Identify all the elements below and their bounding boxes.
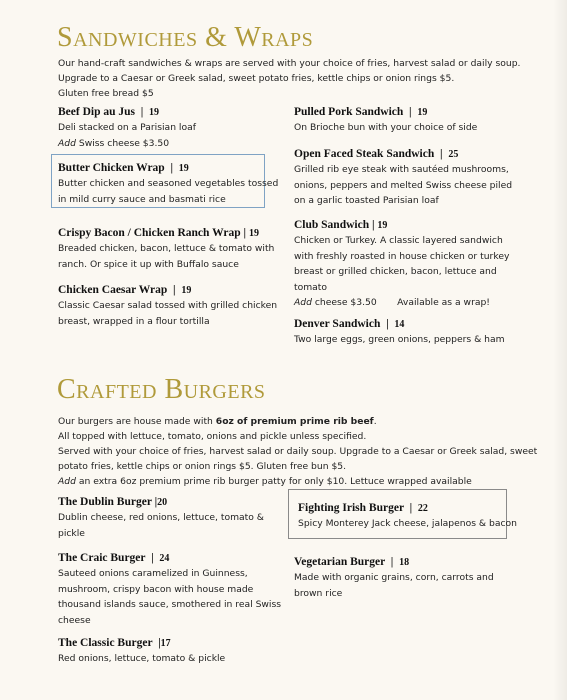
item-price: 19 (149, 107, 160, 118)
item-description: Two large eggs, green onions, peppers & ham (294, 334, 505, 345)
intro-line: Our hand-craft sandwiches & wraps are served with your choice of fries, harvest salad or daily soup. (58, 58, 521, 69)
intro-line: Served with your choice of fries, harvest salad or daily soup. Upgrade to a Caesar or Greek salad, sweet (58, 446, 538, 457)
item-price: 19 (248, 228, 259, 239)
item-name: Pulled Pork Sandwich (294, 106, 404, 118)
item-description: pickle (58, 527, 85, 539)
menu-item-chicken-caesar-wrap: Chicken Caesar Wrap | 19 Classic Caesar salad tossed with grilled chicken breast, wrapped in a flour tortilla (58, 283, 277, 329)
item-description: Sauteed onions caramelized in Guinness, (58, 568, 248, 579)
item-description: Chicken or Turkey. A classic layered sandwich (294, 235, 503, 246)
menu-item-vegetarian-burger: Vegetarian Burger | 18 Made with organic grains, corn, carrots and brown rice (294, 555, 494, 601)
intro-line: Our burgers are house made with 6oz of premium prime rib beef. (58, 416, 377, 427)
item-name: The Craic Burger (58, 552, 146, 564)
sandwiches-intro (58, 56, 521, 101)
item-description: Dublin cheese, red onions, lettuce, tomato & (58, 512, 264, 523)
item-description: brown rice (294, 587, 343, 599)
menu-item-club-sandwich: Club Sandwich | 19 Chicken or Turkey. A classic layered sandwich with freshly roasted in house chicken or turkey breast or grilled chicken, bacon, lettuce and tomato Add cheese $3.50 Available as a wrap! (294, 218, 509, 311)
item-price: 17 (160, 638, 171, 649)
item-description: thousand islands sauce, smothered in real Swiss (58, 599, 282, 610)
intro-line: All topped with lettuce, tomato, onions and pickle unless specified. (58, 431, 367, 442)
item-description: mushroom, crispy bacon with house made (58, 583, 254, 595)
burgers-title: Crafted Burgers (57, 374, 266, 405)
item-price: 24 (159, 553, 170, 564)
item-description: Spicy Monterey Jack cheese, jalapenos & bacon (298, 518, 517, 529)
intro-line: Gluten free bread $5 (58, 88, 154, 99)
burgers-intro (58, 414, 538, 489)
item-price: 22 (417, 503, 428, 514)
item-description: ranch. Or spice it up with Buffalo sauce (58, 258, 239, 270)
item-name: The Classic Burger (58, 637, 153, 649)
item-addon: Add cheese $3.50 Available as a wrap! (294, 297, 490, 308)
menu-item-craic-burger: The Craic Burger | 24 Sauteed onions caramelized in Guinness, mushroom, crispy bacon with house made thousand islands sauce, smothered in real Swiss cheese (58, 551, 281, 628)
item-description: On Brioche bun with your choice of side (294, 122, 478, 133)
item-name: Fighting Irish Burger (298, 502, 404, 514)
page-edge-shadow (553, 0, 567, 700)
item-description: tomato (294, 281, 328, 293)
item-name: Butter Chicken Wrap (58, 162, 165, 174)
item-description: breast or grilled chicken, bacon, lettuce and (294, 266, 497, 277)
item-description: with freshly roasted in house chicken or turkey (294, 250, 510, 262)
menu-item-dublin-burger: The Dublin Burger |20 Dublin cheese, red onions, lettuce, tomato & pickle (58, 495, 264, 541)
item-name: Denver Sandwich (294, 318, 381, 330)
menu-item-butter-chicken-wrap: Butter Chicken Wrap | 19 Butter chicken and seasoned vegetables tossed in mild curry sauce and basmati rice (58, 161, 278, 207)
item-description: Breaded chicken, bacon, lettuce & tomato with (58, 243, 275, 254)
item-description: Made with organic grains, corn, carrots and (294, 572, 494, 583)
item-price: 19 (178, 163, 189, 174)
item-price: 25 (448, 149, 459, 160)
item-description: in mild curry sauce and basmati rice (58, 193, 226, 205)
menu-item-crispy-bacon-wrap: Crispy Bacon / Chicken Ranch Wrap | 19 Breaded chicken, bacon, lettuce & tomato with ranch. Or spice it up with Buffalo sauce (58, 226, 274, 272)
menu-item-denver-sandwich: Denver Sandwich | 14 Two large eggs, green onions, peppers & ham (294, 317, 505, 348)
item-description: Deli stacked on a Parisian loaf (58, 122, 196, 133)
menu-item-fighting-irish-burger: Fighting Irish Burger | 22 Spicy Monterey Jack cheese, jalapenos & bacon (298, 501, 517, 532)
item-price: 19 (377, 220, 388, 231)
item-price: 14 (394, 319, 405, 330)
item-name: The Dublin Burger (58, 496, 152, 508)
menu-item-beef-dip: Beef Dip au Jus | 19 Deli stacked on a Parisian loaf Add Swiss cheese $3.50 (58, 105, 196, 151)
item-addon: Add Swiss cheese $3.50 (58, 137, 170, 149)
item-description: breast, wrapped in a flour tortilla (58, 315, 210, 327)
item-price: 18 (399, 557, 410, 568)
item-price: 20 (157, 497, 168, 508)
intro-line: Add an extra 6oz premium prime rib burger patty for only $10. Lettuce wrapped available (58, 476, 472, 487)
item-description: on a garlic toasted Parisian loaf (294, 195, 439, 206)
item-name: Crispy Bacon / Chicken Ranch Wrap (58, 227, 241, 239)
item-name: Chicken Caesar Wrap (58, 284, 168, 296)
item-description: Classic Caesar salad tossed with grilled chicken (58, 300, 278, 311)
menu-item-classic-burger: The Classic Burger |17 Red onions, lettuce, tomato & pickle (58, 636, 225, 667)
intro-line: potato fries, kettle chips or onion rings $5. Gluten free bun $5. (58, 461, 347, 472)
item-description: Red onions, lettuce, tomato & pickle (58, 653, 226, 664)
item-name: Vegetarian Burger (294, 556, 386, 568)
item-name: Open Faced Steak Sandwich (294, 148, 435, 160)
item-description: onions, peppers and melted Swiss cheese piled (294, 179, 513, 191)
item-price: 19 (417, 107, 428, 118)
item-description: Butter chicken and seasoned vegetables tossed (58, 178, 279, 189)
item-description: cheese (58, 614, 91, 626)
item-description: Grilled rib eye steak with sautéed mushrooms, (294, 164, 509, 175)
item-price: 19 (181, 285, 192, 296)
intro-line: Upgrade to a Caesar or Greek salad, sweet potato fries, kettle chips or onion rings $5. (58, 73, 455, 84)
sandwiches-title: Sandwiches & Wraps (57, 22, 314, 53)
menu-item-pulled-pork: Pulled Pork Sandwich | 19 On Brioche bun with your choice of side (294, 105, 477, 136)
item-name: Beef Dip au Jus (58, 106, 135, 118)
item-name: Club Sandwich (294, 219, 370, 231)
menu-item-open-faced-steak: Open Faced Steak Sandwich | 25 Grilled rib eye steak with sautéed mushrooms, onions, peppers and melted Swiss cheese piled on a garlic toasted Parisian loaf (294, 147, 512, 209)
